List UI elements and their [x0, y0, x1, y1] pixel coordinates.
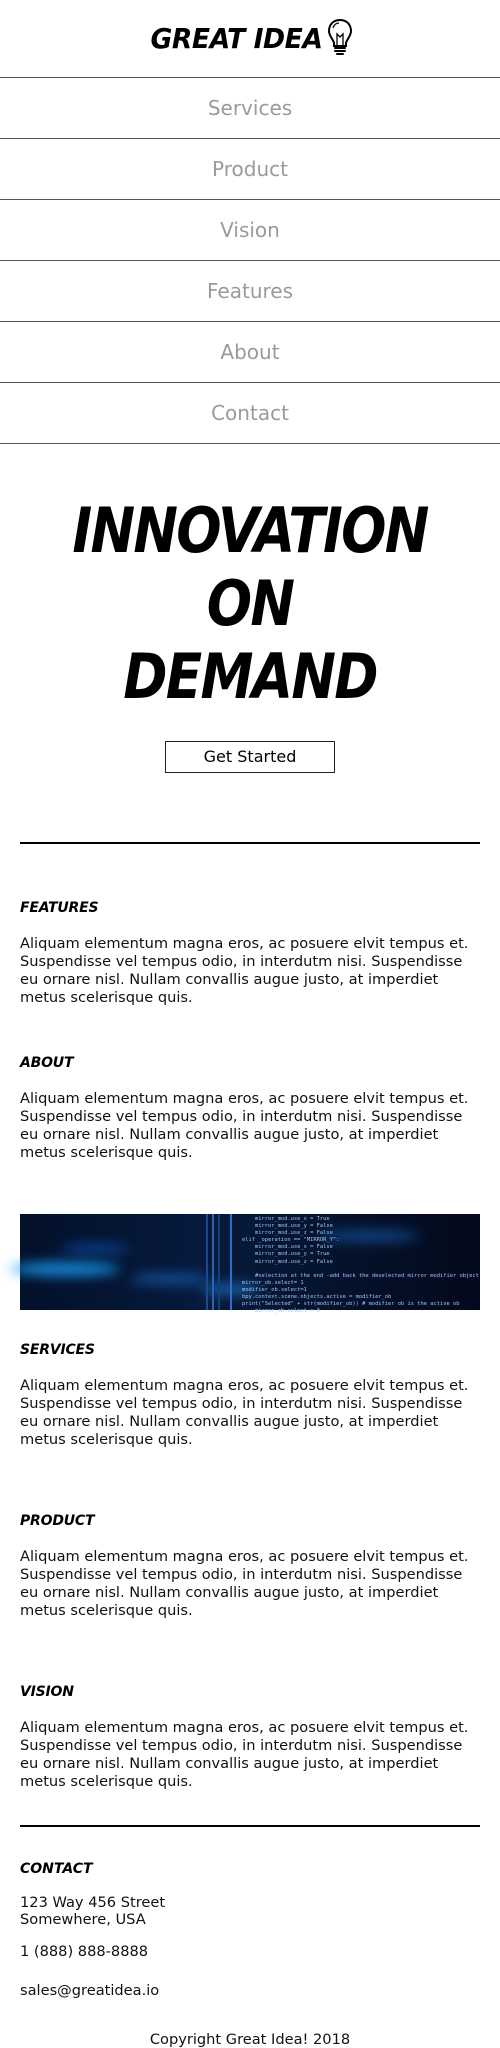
- nav-item-about[interactable]: About: [0, 322, 500, 383]
- section-body: Aliquam elementum magna eros, ac posuere elvit tempus et. Suspendisse vel tempus odio, in interdutm nisi. Suspendisse eu ornare nisl. Nullam convallis augue justo, at imperdiet metus scelerisque quis.: [20, 1377, 469, 1448]
- email-link[interactable]: sales@greatidea.io: [20, 1982, 160, 1999]
- nav-item-features[interactable]: Features: [0, 261, 500, 322]
- contact-section: [0, 1861, 500, 1999]
- vision-section: [0, 1684, 500, 1791]
- hero-title-line-3: DEMAND: [123, 640, 377, 713]
- section-heading: VISION: [20, 1684, 74, 1700]
- hero-title: [35, 494, 465, 713]
- contact-heading: CONTACT: [20, 1861, 93, 1877]
- section-heading: PRODUCT: [20, 1513, 95, 1529]
- features-section: [0, 900, 500, 1007]
- nav-item-contact[interactable]: Contact: [0, 383, 500, 444]
- section-body: Aliquam elementum magna eros, ac posuere elvit tempus et. Suspendisse vel tempus odio, in interdutm nisi. Suspendisse eu ornare nisl. Nullam convallis augue justo, at imperdiet metus scelerisque quis.: [20, 1548, 469, 1619]
- section-body: Aliquam elementum magna eros, ac posuere elvit tempus et. Suspendisse vel tempus odio, in interdutm nisi. Suspendisse eu ornare nisl. Nullam convallis augue justo, at imperdiet metus scelerisque quis.: [20, 1090, 469, 1161]
- address-line-1: 123 Way 456 Street: [20, 1894, 166, 1911]
- main-nav: [0, 77, 500, 444]
- phone-link[interactable]: 1 (888) 888-8888: [20, 1943, 149, 1960]
- copyright-text: Copyright Great Idea! 2018: [149, 2031, 351, 2048]
- product-section: [0, 1513, 500, 1620]
- site-header: [0, 0, 500, 77]
- about-section: [0, 1055, 500, 1162]
- hero: [0, 444, 500, 842]
- hero-title-line-2: ON: [206, 567, 294, 640]
- address-line-2: Somewhere, USA: [20, 1911, 146, 1928]
- section-body: Aliquam elementum magna eros, ac posuere elvit tempus et. Suspendisse vel tempus odio, in interdutm nisi. Suspendisse eu ornare nisl. Nullam convallis augue justo, at imperdiet metus scelerisque quis.: [20, 935, 469, 1006]
- nav-item-vision[interactable]: Vision: [0, 200, 500, 261]
- section-heading: SERVICES: [20, 1342, 95, 1358]
- nav-item-services[interactable]: Services: [0, 78, 500, 139]
- section-heading: ABOUT: [20, 1055, 74, 1071]
- section-heading: FEATURES: [20, 900, 99, 916]
- divider: [20, 1825, 480, 1827]
- footer: [0, 2031, 500, 2048]
- hero-title-line-1: INNOVATION: [72, 494, 428, 567]
- lightbulb-icon: [326, 17, 354, 57]
- nav-item-product[interactable]: Product: [0, 139, 500, 200]
- divider: [20, 842, 480, 844]
- code-snippet-art: mirror_mod.use_x = True mirror_mod.use_y = False mirror_mod.use_z = False elif _operation == "MIRROR_Y": mirror_mod.use_x = False mirror_mod.use_y = True mirror_mod.use_z = False #selection at the end -add back the deselected mirror modifier object mirror_ob.select= 1 modifier_ob.select=1 bpy.context.scene.objects.active = modifier_ob print("Selected" + str(modifier_ob)) # modifier ob is the active ob mirror_ob.select = 0: [242, 1216, 479, 1315]
- logo[interactable]: [146, 21, 355, 57]
- logo-text: GREAT IDEA: [150, 22, 322, 55]
- services-section: [0, 1342, 500, 1449]
- code-image: [20, 1214, 480, 1315]
- get-started-button[interactable]: Get Started: [165, 741, 335, 773]
- section-body: Aliquam elementum magna eros, ac posuere elvit tempus et. Suspendisse vel tempus odio, in interdutm nisi. Suspendisse eu ornare nisl. Nullam convallis augue justo, at imperdiet metus scelerisque quis.: [20, 1719, 469, 1790]
